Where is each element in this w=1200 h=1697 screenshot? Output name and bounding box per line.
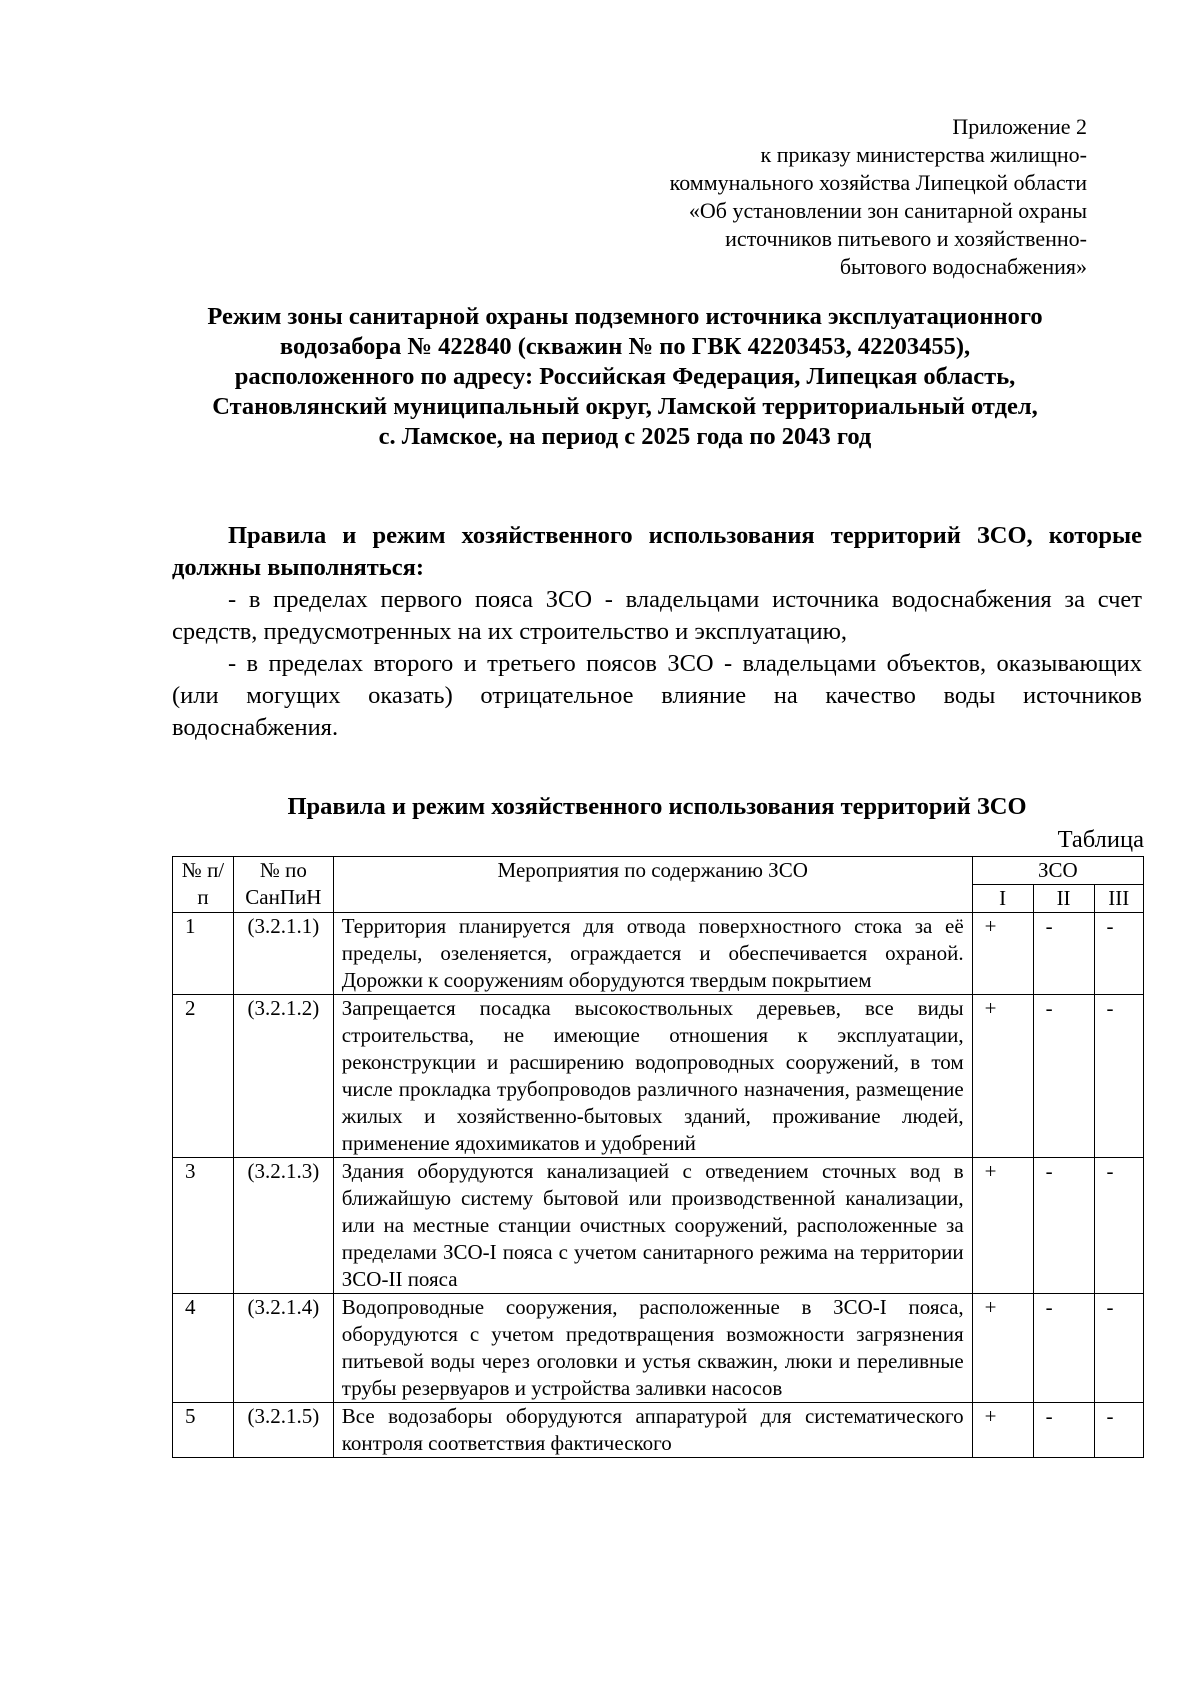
title-line: расположенного по адресу: Российская Федерация, Липецкая область,	[234, 363, 1016, 390]
header-no: № п/п	[173, 857, 234, 913]
mark: +	[984, 1295, 997, 1319]
mark: -	[1045, 914, 1053, 938]
row-sanpin-code: (3.2.1.3)	[233, 1158, 333, 1294]
mark: -	[1106, 1404, 1114, 1428]
mark: +	[984, 914, 997, 938]
appendix-line: «Об установлении зон санитарной охраны	[688, 198, 1087, 223]
row-zso-iii	[1094, 1403, 1143, 1458]
row-number: 2	[173, 995, 234, 1158]
row-sanpin-code: (3.2.1.5)	[233, 1403, 333, 1458]
header-zso-iii: III	[1094, 885, 1143, 913]
mark: -	[1045, 996, 1053, 1020]
title-line: Становлянский муниципальный округ, Ламской территориальный отдел,	[212, 393, 1038, 420]
rules-section	[172, 520, 1142, 744]
row-zso-iii	[1094, 1294, 1143, 1403]
row-sanpin-code: (3.2.1.4)	[233, 1294, 333, 1403]
appendix-line: к приказу министерства жилищно-	[760, 142, 1087, 167]
row-measure-text: Запрещается посадка высокоствольных деревьев, все виды строительства, не имеющие отношения к эксплуатации, реконструкции и расширению водопроводных сооружений, в том числе прокладка трубопроводов различного назначения, размещение жилых и хозяйственно-бытовых зданий, проживание людей, применение ядохимикатов и удобрений	[333, 995, 972, 1158]
mark: -	[1045, 1295, 1053, 1319]
row-zso-ii	[1033, 1158, 1094, 1294]
row-zso-i	[972, 1294, 1033, 1403]
table-row	[173, 913, 1144, 995]
mark: +	[984, 996, 997, 1020]
mark: -	[1106, 1159, 1114, 1183]
row-zso-i	[972, 995, 1033, 1158]
table-row	[173, 1294, 1144, 1403]
row-number: 4	[173, 1294, 234, 1403]
row-zso-iii	[1094, 995, 1143, 1158]
rules-heading: Правила и режим хозяйственного использования территорий ЗСО, которые должны выполняться:	[172, 522, 1142, 581]
row-zso-i	[972, 1158, 1033, 1294]
header-zso: ЗСО	[972, 857, 1143, 885]
mark: +	[984, 1404, 997, 1428]
row-zso-i	[972, 913, 1033, 995]
mark: -	[1106, 996, 1114, 1020]
table-row	[173, 1403, 1144, 1458]
title-line: Режим зоны санитарной охраны подземного источника эксплуатационного	[207, 303, 1043, 330]
appendix-line: коммунального хозяйства Липецкой области	[669, 170, 1087, 195]
title-line: с. Ламское, на период с 2025 года по 2043 год	[378, 423, 872, 450]
row-zso-i	[972, 1403, 1033, 1458]
appendix-line: источников питьевого и хозяйственно-	[725, 226, 1087, 251]
table-row	[173, 995, 1144, 1158]
title-line: водозабора № 422840 (скважин № по ГВК 42203453, 42203455),	[279, 333, 971, 360]
document-title	[160, 302, 1090, 452]
header-zso-ii: II	[1033, 885, 1094, 913]
table-row	[173, 1158, 1144, 1294]
header-zso-i: I	[972, 885, 1033, 913]
row-measure-text: Территория планируется для отвода поверхностного стока за её пределы, озеленяется, ограждается и обеспечивается охраной. Дорожки к сооружениям оборудуются твердым покрытием	[333, 913, 972, 995]
mark: -	[1045, 1404, 1053, 1428]
table-label: Таблица	[1057, 826, 1144, 853]
mark: +	[984, 1159, 997, 1183]
appendix-line: бытового водоснабжения»	[839, 254, 1087, 279]
row-zso-ii	[1033, 1294, 1094, 1403]
row-zso-iii	[1094, 1158, 1143, 1294]
row-sanpin-code: (3.2.1.2)	[233, 995, 333, 1158]
appendix-header	[670, 113, 1087, 281]
row-measure-text: Здания оборудуются канализацией с отведением сточных вод в ближайшую систему бытовой или производственной канализации, или на местные станции очистных сооружений, расположенные за пределами ЗСО-I пояса с учетом санитарного режима на территории ЗСО-II пояса	[333, 1158, 972, 1294]
header-sanpin: № по СанПиН	[233, 857, 333, 913]
table-header-row	[173, 857, 1144, 885]
row-number: 1	[173, 913, 234, 995]
row-measure-text: Все водозаборы оборудуются аппаратурой для систематического контроля соответствия фактического	[333, 1403, 972, 1458]
row-sanpin-code: (3.2.1.1)	[233, 913, 333, 995]
header-measures: Мероприятия по содержанию ЗСО	[333, 857, 972, 913]
row-number: 5	[173, 1403, 234, 1458]
row-number: 3	[173, 1158, 234, 1294]
appendix-line: Приложение 2	[952, 114, 1087, 139]
mark: -	[1045, 1159, 1053, 1183]
row-zso-iii	[1094, 913, 1143, 995]
row-zso-ii	[1033, 995, 1094, 1158]
row-measure-text: Водопроводные сооружения, расположенные в ЗСО-I пояса, оборудуются с учетом предотвращения возможности загрязнения питьевой воды через оголовки и устья скважин, люки и переливные трубы резервуаров и устройства заливки насосов	[333, 1294, 972, 1403]
zso-table	[172, 856, 1144, 1458]
row-zso-ii	[1033, 913, 1094, 995]
table-title: Правила и режим хозяйственного использования территорий ЗСО	[287, 793, 1027, 820]
rules-item-first-belt: - в пределах первого пояса ЗСО - владельцами источника водоснабжения за счет средств, предусмотренных на их строительство и эксплуатацию,	[172, 586, 1142, 645]
row-zso-ii	[1033, 1403, 1094, 1458]
mark: -	[1106, 914, 1114, 938]
rules-item-second-third-belt: - в пределах второго и третьего поясов ЗСО - владельцами объектов, оказывающих (или могущих оказать) отрицательное влияние на качество воды источников водоснабжения.	[172, 650, 1142, 741]
mark: -	[1106, 1295, 1114, 1319]
